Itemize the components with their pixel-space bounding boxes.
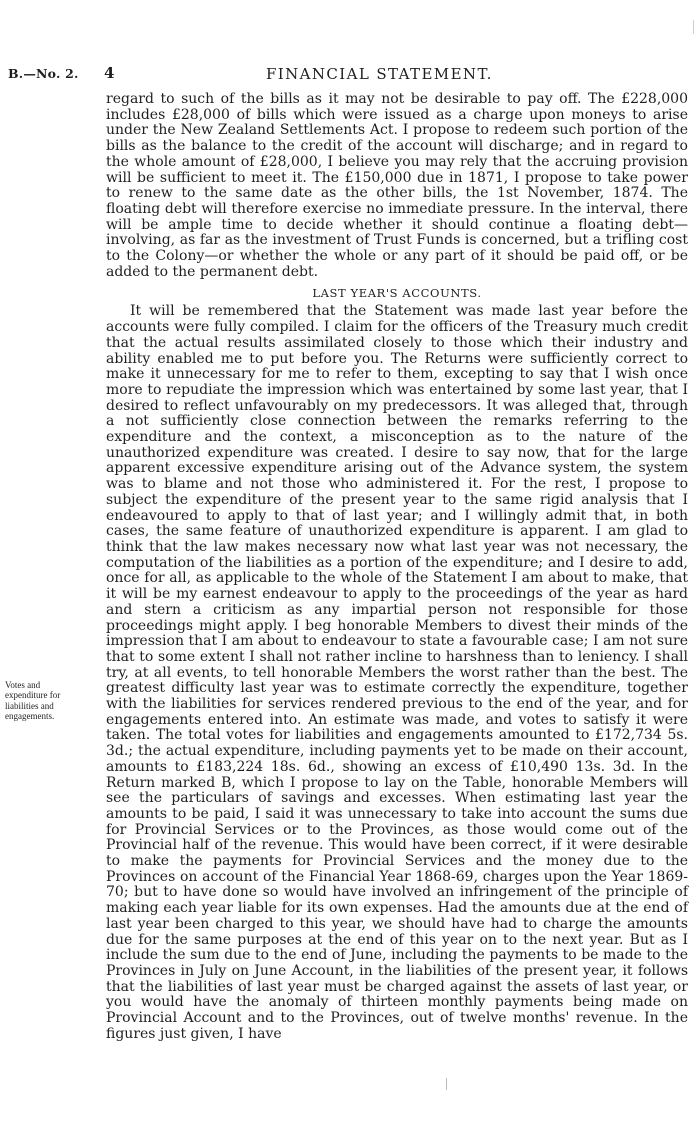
- page-number: 4: [104, 64, 115, 82]
- paragraph-floating-debt: regard to such of the bills as it may not be desirable to pay off. The £228,000 includes £28,000 of bills which were issued as a charge upon moneys to arise under the New Zealand Settlements Act. I propose to redeem such portion of the bills as the balance to the credit of the account will discharge; and in regard to the whole amount of £28,000, I believe you may rely that the accruing provision will be sufficient to meet it. The £150,000 due in 1871, I propose to take power to renew to the same date as the other bills, the 1st November, 1874. The floating debt will therefore exercise no immediate pressure. In the interval, there will be ample time to decide whether it should continue a floating debt—involving, as far as the investment of Trust Funds is concerned, but a trifling cost to the Colony—or whether the whole or any part of it should be paid off, or be added to the permanent debt.: [106, 91, 688, 280]
- edge-mark: [693, 20, 694, 34]
- page-header: [0, 66, 700, 84]
- margin-note: Votes and expenditure for liabilities and engagements.: [5, 680, 61, 721]
- scan-mark: [446, 1078, 447, 1090]
- running-title: FINANCIAL STATEMENT.: [266, 65, 493, 83]
- body-text: [106, 92, 688, 1042]
- paragraph-last-years-accounts: It will be remembered that the Statement was made last year before the accounts were fully compiled. I claim for the officers of the Treasury much credit that the actual results assimilated closely to those which their industry and ability enabled me to put before you. The Returns were sufficiently correct to make it unnecessary for me to refer to them, excepting to say that I wish once more to repudiate the impression which was entertained by some last year, that I desired to reflect unfavourably on my predecessors. It was alleged that, through a not sufficiently close connection between the remarks referring to the expenditure and the context, a misconception as to the nature of the unauthorized expenditure was created. I desire to say now, that for the large apparent excessive expenditure arising out of the Advance system, the system was to blame and not those who administered it. For the rest, I propose to subject the expenditure of the present year to the same rigid analysis that I endeavoured to apply to that of last year; and I willingly admit that, in both cases, the same feature of unauthorized expenditure is apparent. I am glad to think that the law makes necessary now what last year was not necessary, the computation of the liabilities as a portion of the expenditure; and I desire to add, once for all, as applicable to the whole of the Statement I am about to make, that it will be my earnest endeavour to apply to the proceedings of the year as hard and stern a criticism as any impartial person not responsible for those proceedings might apply. I beg honorable Members to divest their minds of the impression that I am about to endeavour to state a favourable case; I am not sure that to some extent I shall not rather incline to harshness than to leniency. I shall try, at all events, to tell honorable Members the worst rather than the best. The greatest difficulty last year was to estimate correctly the expenditure, together with the liabilities for services rendered previous to the end of the year, and for engagements entered into. An estimate was made, and votes to satisfy it were taken. The total votes for liabilities and engagements amounted to £172,734 5s. 3d.; the actual expenditure, including payments yet to be made on their account, amounts to £183,224 18s. 6d., showing an excess of £10,490 13s. 3d. In the Return marked B, which I propose to lay on the Table, honorable Members will see the particulars of savings and excesses. When estimating last year the amounts to be paid, I said it was unnecessary to take into account the sums due for Provincial Services or to the Provinces, as those would come out of the Provincial half of the revenue. This would have been correct, if it were desirable to make the payments for Provincial Services and the money due to the Provinces on account of the Financial Year 1868-69, charges upon the Year 1869-70; but to have done so would have involved an infringement of the principle of making each year liable for its own expenses. Had the amounts due at the end of last year been charged to this year, we should have had to charge the amounts due for the same purposes at the end of this year on to the next year. But as I include the sum due to the end of June, including the payments to be made to the Provinces in July on June Account, in the liabilities of the present year, it follows that the liabilities of last year must be charged against the assets of last year, or you would have the anomaly of thirteen monthly payments being made on Provincial Account and to the Provinces, out of twelve months' revenue. In the figures just given, I have: [106, 303, 688, 1042]
- document-code: B.—No. 2.: [8, 66, 79, 81]
- section-heading: LAST YEAR'S ACCOUNTS.: [312, 286, 482, 301]
